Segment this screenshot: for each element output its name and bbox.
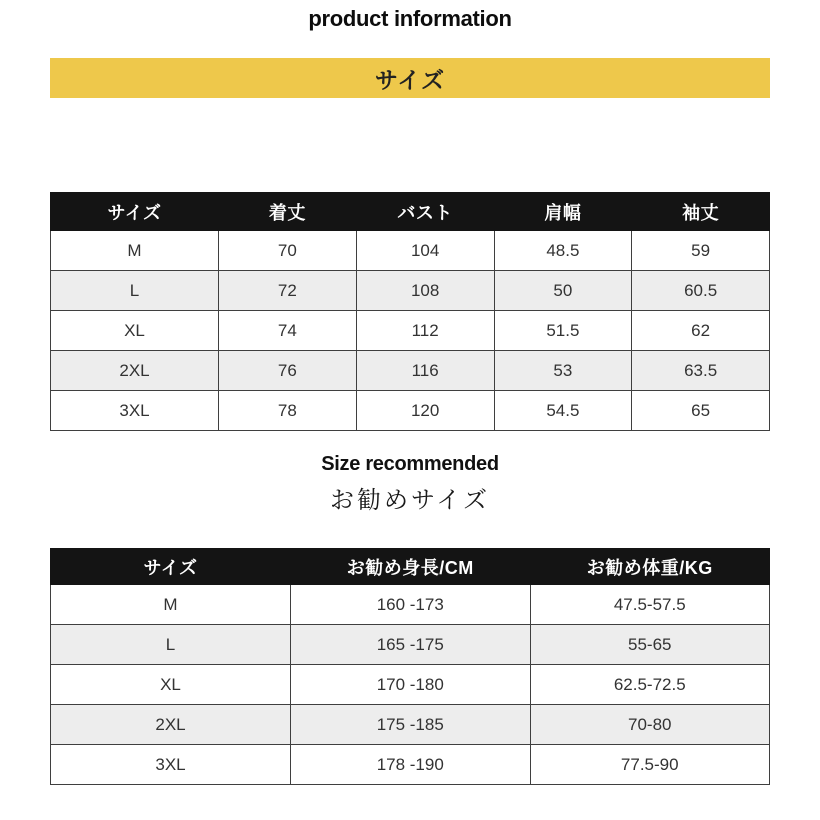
table-cell: 62.5-72.5: [530, 665, 770, 705]
table-cell: 63.5: [632, 351, 770, 391]
table-row: [51, 271, 770, 311]
table-cell: 51.5: [494, 311, 632, 351]
table-cell: 50: [494, 271, 632, 311]
table-row: [51, 311, 770, 351]
table-cell: 108: [356, 271, 494, 311]
table-cell: 60.5: [632, 271, 770, 311]
table-cell: 76: [219, 351, 357, 391]
table-header-row: [51, 193, 770, 231]
recommend-heading-jp: お勧めサイズ: [329, 487, 491, 514]
table-row: [51, 665, 770, 705]
table-row: [51, 585, 770, 625]
column-header: お勧め身長/CM: [291, 549, 531, 585]
size-recommend-table: [50, 548, 770, 785]
table-cell: 62: [632, 311, 770, 351]
table-cell: 2XL: [51, 705, 291, 745]
table-cell: 53: [494, 351, 632, 391]
table-cell: 47.5-57.5: [530, 585, 770, 625]
column-header: サイズ: [51, 549, 291, 585]
column-header: サイズ: [51, 193, 219, 231]
table-cell: 59: [632, 231, 770, 271]
page-title: product information: [308, 6, 512, 31]
table-cell: 54.5: [494, 391, 632, 431]
table-cell: 116: [356, 351, 494, 391]
table-cell: 165 -175: [291, 625, 531, 665]
table-cell: 104: [356, 231, 494, 271]
table-cell: 72: [219, 271, 357, 311]
table-cell: 48.5: [494, 231, 632, 271]
table-cell: 77.5-90: [530, 745, 770, 785]
table-row: [51, 391, 770, 431]
table-cell: 2XL: [51, 351, 219, 391]
table-cell: 3XL: [51, 391, 219, 431]
table-row: [51, 705, 770, 745]
table-cell: L: [51, 625, 291, 665]
table-cell: 78: [219, 391, 357, 431]
column-header: バスト: [356, 193, 494, 231]
size-banner-label: サイズ: [374, 66, 446, 93]
table-cell: XL: [51, 665, 291, 705]
table-row: [51, 351, 770, 391]
size-section-banner: [50, 58, 770, 98]
table-cell: M: [51, 231, 219, 271]
table-cell: 74: [219, 311, 357, 351]
column-header: 着丈: [219, 193, 357, 231]
column-header: 袖丈: [632, 193, 770, 231]
table-row: [51, 625, 770, 665]
table-cell: 55-65: [530, 625, 770, 665]
table-cell: 178 -190: [291, 745, 531, 785]
table-cell: 65: [632, 391, 770, 431]
column-header: 肩幅: [494, 193, 632, 231]
table-header-row: [51, 549, 770, 585]
table-cell: M: [51, 585, 291, 625]
table-cell: 70-80: [530, 705, 770, 745]
table-cell: 170 -180: [291, 665, 531, 705]
table-row: [51, 231, 770, 271]
table-cell: XL: [51, 311, 219, 351]
table-cell: L: [51, 271, 219, 311]
recommend-heading-en: Size recommended: [321, 453, 499, 475]
table-cell: 120: [356, 391, 494, 431]
table-row: [51, 745, 770, 785]
size-spec-table: [50, 192, 770, 431]
table-cell: 112: [356, 311, 494, 351]
table-cell: 3XL: [51, 745, 291, 785]
table-cell: 160 -173: [291, 585, 531, 625]
table-cell: 70: [219, 231, 357, 271]
column-header: お勧め体重/KG: [530, 549, 770, 585]
table-cell: 175 -185: [291, 705, 531, 745]
